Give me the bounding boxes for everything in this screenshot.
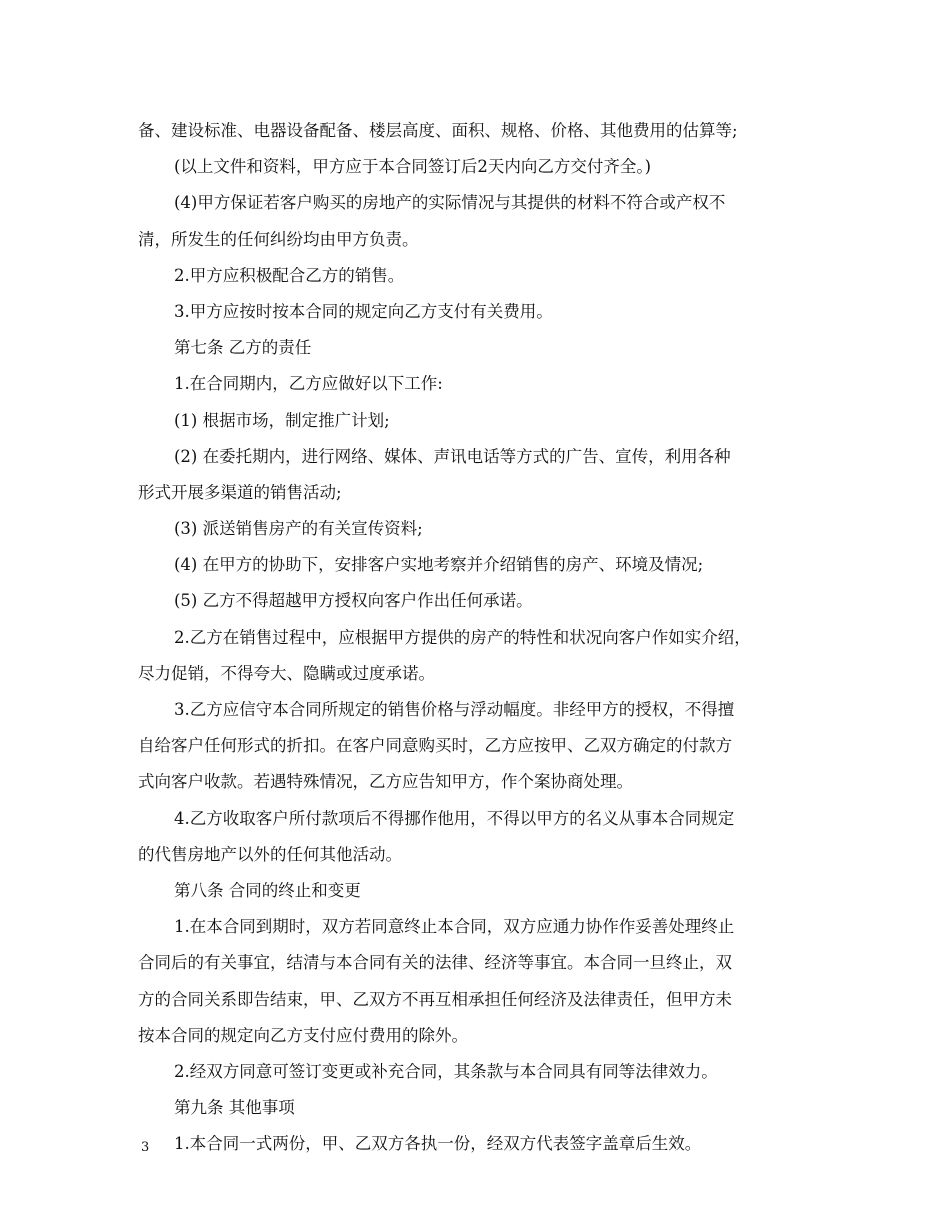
paragraph-line: 方的合同关系即告结束，甲、乙双方不再互相承担任何经济及法律责任，但甲方未 bbox=[138, 989, 732, 1009]
paragraph-line: 1.在合同期内，乙方应做好以下工作: bbox=[174, 374, 443, 394]
paragraph-line: 式向客户收款。若遇特殊情况，乙方应告知甲方，作个案协商处理。 bbox=[138, 772, 633, 792]
paragraph bbox=[138, 403, 814, 439]
paragraph-line: 第七条 乙方的责任 bbox=[174, 338, 312, 358]
document-body bbox=[138, 113, 814, 1162]
paragraph bbox=[138, 583, 814, 619]
paragraph bbox=[138, 692, 814, 801]
paragraph bbox=[138, 909, 814, 1054]
paragraph bbox=[138, 1054, 814, 1090]
paragraph-line: 清，所发生的任何纠纷均由甲方负责。 bbox=[138, 229, 419, 249]
paragraph bbox=[138, 1090, 814, 1126]
paragraph bbox=[138, 873, 814, 909]
paragraph-line: 备、建设标准、电器设备配备、楼层高度、面积、规格、价格、其他费用的估算等; bbox=[138, 121, 738, 140]
paragraph-line: 尽力促销，不得夸大、隐瞒或过度承诺。 bbox=[138, 663, 435, 683]
paragraph-line: 按本合同的规定向乙方支付应付费用的除外。 bbox=[138, 1025, 468, 1045]
paragraph bbox=[138, 511, 814, 547]
paragraph bbox=[138, 258, 814, 294]
paragraph-line: 2.乙方在销售过程中，应根据甲方提供的房产的特性和状况向客户作如实介绍， bbox=[174, 627, 751, 647]
paragraph bbox=[138, 366, 814, 402]
paragraph bbox=[138, 294, 814, 330]
paragraph-line: (4) 在甲方的协助下，安排客户实地考察并介绍销售的房产、环境及情况; bbox=[174, 555, 704, 575]
paragraph bbox=[138, 620, 814, 692]
page-number: 3 bbox=[141, 1140, 150, 1155]
paragraph bbox=[138, 439, 814, 511]
paragraph-line: 3.甲方应按时按本合同的规定向乙方支付有关费用。 bbox=[174, 301, 553, 321]
paragraph-line: 自给客户任何形式的折扣。在客户同意购买时，乙方应按甲、乙双方确定的付款方 bbox=[138, 736, 732, 756]
paragraph-line: (1) 根据市场，制定推广计划; bbox=[174, 410, 390, 430]
paragraph-line: 1.在本合同到期时，双方若同意终止本合同，双方应通力协作作妥善处理终止 bbox=[174, 917, 735, 937]
paragraph-line: (4)甲方保证若客户购买的房地产的实际情况与其提供的材料不符合或产权不 bbox=[174, 193, 726, 213]
paragraph bbox=[138, 185, 814, 257]
paragraph bbox=[138, 330, 814, 366]
paragraph-line: 合同后的有关事宜，结清与本合同有关的法律、经济等事宜。本合同一旦终止，双 bbox=[138, 953, 732, 973]
paragraph-line: (以上文件和资料，甲方应于本合同签订后2天内向乙方交付齐全。) bbox=[174, 157, 652, 177]
paragraph-line: 的代售房地产以外的任何其他活动。 bbox=[138, 844, 402, 864]
paragraph bbox=[138, 801, 814, 873]
paragraph bbox=[138, 149, 814, 185]
paragraph-line: 1.本合同一式两份，甲、乙双方各执一份，经双方代表签字盖章后生效。 bbox=[174, 1134, 702, 1154]
paragraph-line: 第八条 合同的终止和变更 bbox=[174, 880, 361, 900]
paragraph-line: 第九条 其他事项 bbox=[174, 1098, 295, 1118]
paragraph-line: 形式开展多渠道的销售活动; bbox=[138, 482, 342, 502]
paragraph bbox=[138, 1126, 814, 1162]
paragraph-line: 2.甲方应积极配合乙方的销售。 bbox=[174, 265, 405, 285]
paragraph-line: 3.乙方应信守本合同所规定的销售价格与浮动幅度。非经甲方的授权，不得擅 bbox=[174, 700, 735, 719]
paragraph bbox=[138, 547, 814, 583]
paragraph bbox=[138, 113, 814, 149]
paragraph-line: (2) 在委托期内，进行网络、媒体、声讯电话等方式的广告、宣传，利用各种 bbox=[174, 446, 731, 466]
paragraph-line: 4.乙方收取客户所付款项后不得挪作他用，不得以甲方的名义从事本合同规定 bbox=[174, 808, 735, 828]
paragraph-line: (5) 乙方不得超越甲方授权向客户作出任何承诺。 bbox=[174, 591, 533, 611]
paragraph-line: 2.经双方同意可签订变更或补充合同，其条款与本合同具有同等法律效力。 bbox=[174, 1061, 718, 1081]
paragraph-line: (3) 派送销售房产的有关宣传资料; bbox=[174, 519, 423, 539]
